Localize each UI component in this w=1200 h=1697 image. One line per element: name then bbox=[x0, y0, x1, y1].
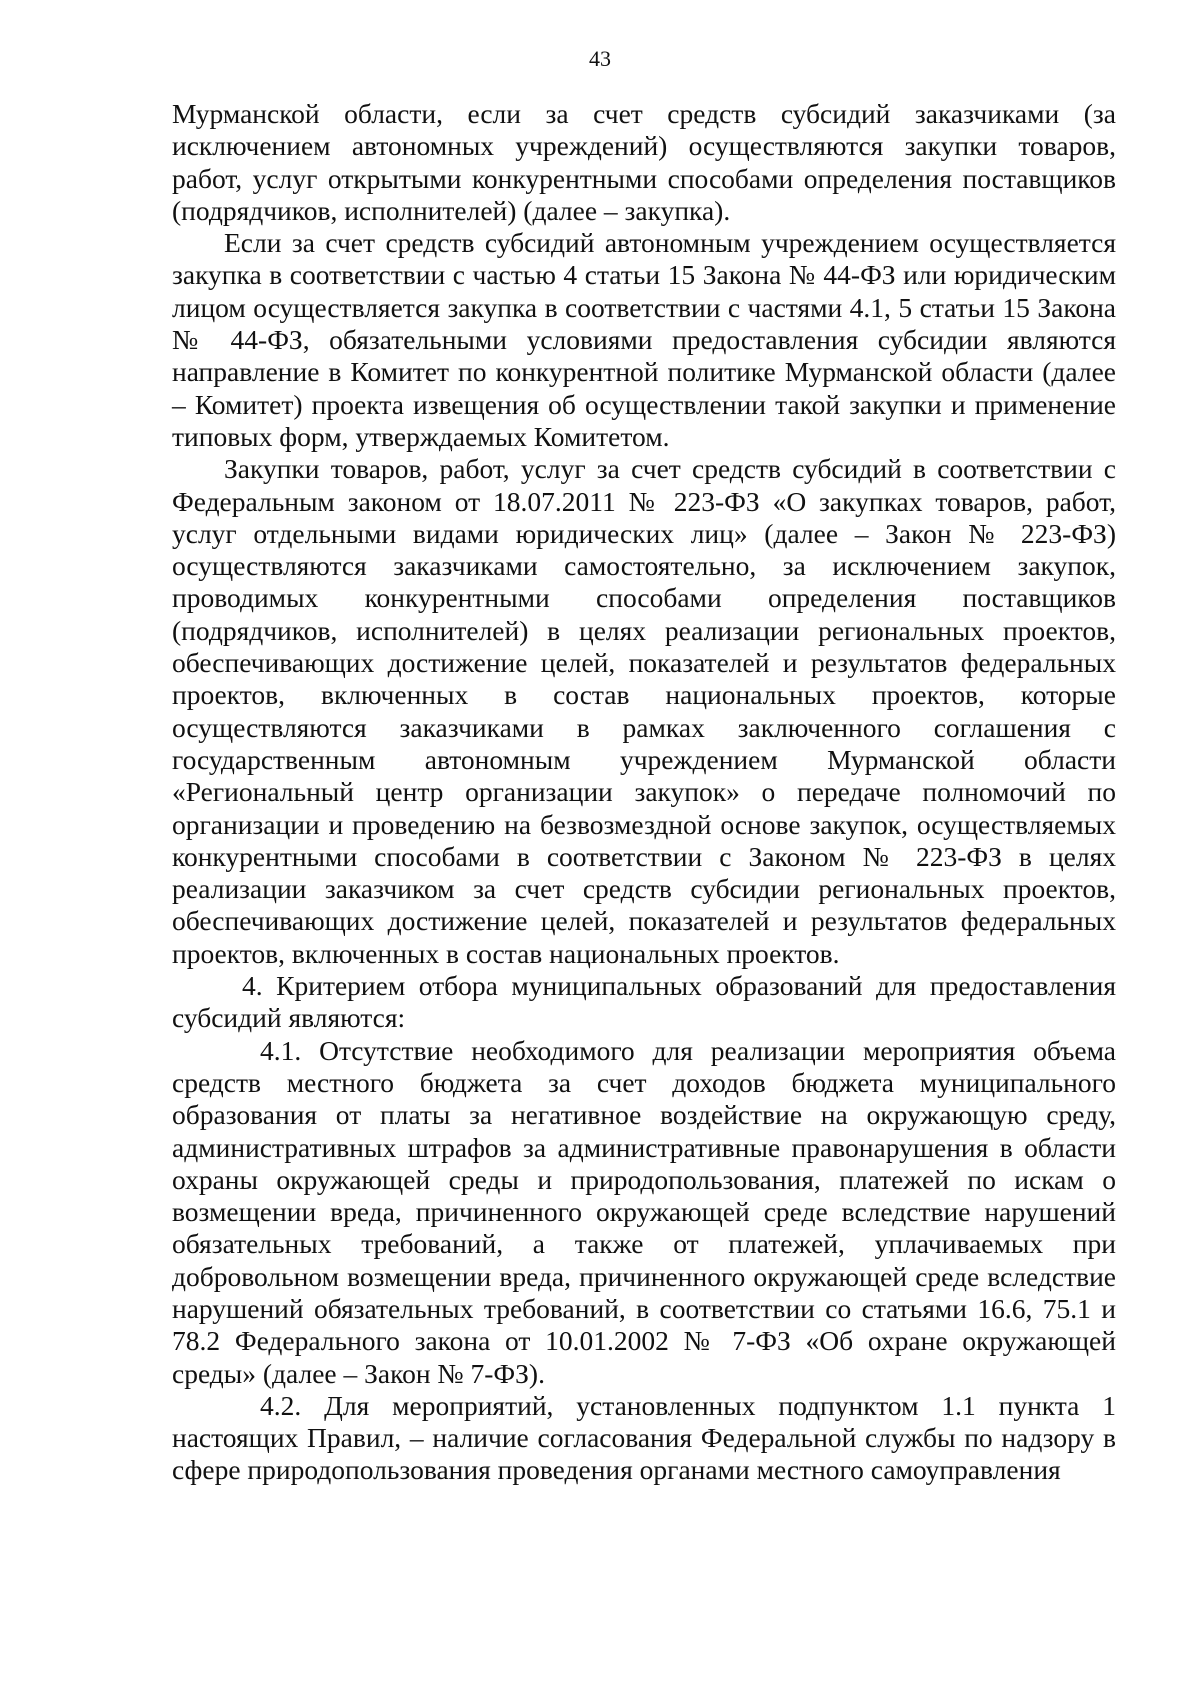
paragraph-criteria-heading: 4. Критерием отбора муниципальных образований для предоставления субсидий являются: bbox=[172, 970, 1116, 1034]
paragraph-223fz-procurement: Закупки товаров, работ, услуг за счет средств субсидий в соответствии с Федеральным законом от 18.07.2011 № 223-ФЗ «О закупках товаров, работ, услуг отдельными видами юридических лиц» (далее – Закон № 223-ФЗ) осуществляются заказчиками самостоятельно, за исключением закупок, проводимых конкурентными способами определения поставщиков (подрядчиков, исполнителей) в целях реализации региональных проектов, обеспечивающих достижение целей, показателей и результатов федеральных проектов, включенных в состав национальных проектов, которые осуществляются заказчиками в рамках заключенного соглашения с государственным автономным учреждением Мурманской области «Региональный центр организации закупок» о передаче полномочий по организации и проведению на безвозмездной основе закупок, осуществляемых конкурентными способами в соответствии с Законом № 223-ФЗ в целях реализации заказчиком за счет средств субсидии региональных проектов, обеспечивающих достижение целей, показателей и результатов федеральных проектов, включенных в состав национальных проектов. bbox=[172, 453, 1116, 969]
page-number: 43 bbox=[589, 46, 611, 71]
paragraph-criterion-4-1: 4.1. Отсутствие необходимого для реализации мероприятия объема средств местного бюджета за счет доходов бюджета муниципального образования от платы за негативное воздействие на окружающую среду, административных штрафов за административные правонарушения в области охраны окружающей среды и природопользования, платежей по искам о возмещении вреда, причиненного окружающей среде вследствие нарушений обязательных требований, а также от платежей, уплачиваемых при добровольном возмещении вреда, причиненного окружающей среде вследствие нарушений обязательных требований, в соответствии со статьями 16.6, 75.1 и 78.2 Федерального закона от 10.01.2002 № 7-ФЗ «Об охране окружающей среды» (далее – Закон № 7-ФЗ). bbox=[172, 1034, 1116, 1389]
paragraph-autonomous-procurement: Если за счет средств субсидий автономным учреждением осуществляется закупка в соответствии с частью 4 статьи 15 Закона № 44-ФЗ или юридическим лицом осуществляется закупка в соответствии с частями 4.1, 5 статьи 15 Закона № 44-ФЗ, обязательными условиями предоставления субсидии являются направление в Комитет по конкурентной политике Мурманской области (далее – Комитет) проекта извещения об осуществлении такой закупки и применение типовых форм, утверждаемых Комитетом. bbox=[172, 227, 1116, 452]
paragraph-criterion-4-2: 4.2. Для мероприятий, установленных подпунктом 1.1 пункта 1 настоящих Правил, – наличие согласования Федеральной службы по надзору в сфере природопользования проведения органами местного самоуправления bbox=[172, 1389, 1116, 1486]
paragraph-continuation: Мурманской области, если за счет средств субсидий заказчиками (за исключением автономных учреждений) осуществляются закупки товаров, работ, услуг открытыми конкурентными способами определения поставщиков (подрядчиков, исполнителей) (далее – закупка). bbox=[172, 98, 1116, 226]
document-body bbox=[172, 98, 1116, 1487]
